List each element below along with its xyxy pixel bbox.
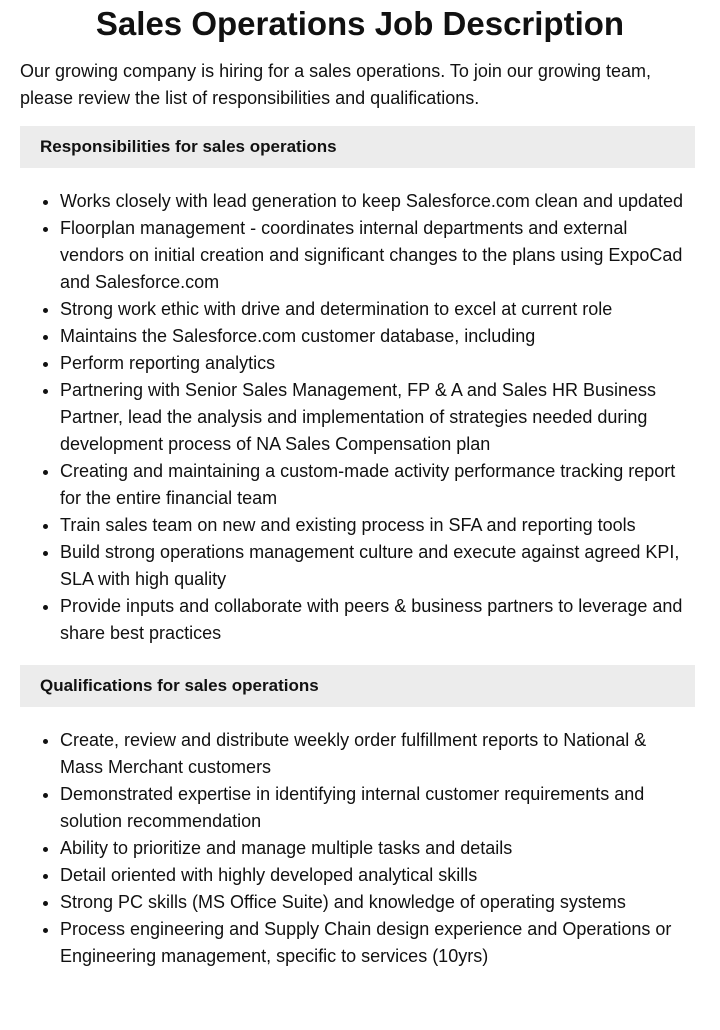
list-item: • Maintains the Salesforce.com customer database, including — [60, 323, 690, 350]
list-item: • Strong work ethic with drive and determination to excel at current role — [60, 296, 690, 323]
list-item: • Works closely with lead generation to keep Salesforce.com clean and updated — [60, 188, 690, 215]
list-item: • Perform reporting analytics — [60, 350, 690, 377]
list-item: • Demonstrated expertise in identifying internal customer requirements and solution recommendation — [60, 781, 690, 835]
list-item: • Strong PC skills (MS Office Suite) and knowledge of operating systems — [60, 889, 690, 916]
qualifications-heading: Qualifications for sales operations — [20, 665, 695, 707]
list-item: • Creating and maintaining a custom-made activity performance tracking report for the entire financial team — [60, 458, 690, 512]
list-item: • Floorplan management - coordinates internal departments and external vendors on initial creation and significant changes to the plans using ExpoCad and Salesforce.com — [60, 215, 690, 296]
responsibilities-list — [20, 188, 690, 647]
list-item: • Detail oriented with highly developed analytical skills — [60, 862, 690, 889]
page-title: Sales Operations Job Description — [95, 5, 625, 42]
list-item: • Partnering with Senior Sales Management, FP & A and Sales HR Business Partner, lead the analysis and implementation of strategies needed during development process of NA Sales Compensation plan — [60, 377, 690, 458]
list-item: • Train sales team on new and existing process in SFA and reporting tools — [60, 512, 690, 539]
intro-text: Our growing company is hiring for a sales operations. To join our growing team, please review the list of responsibilities and qualifications. — [20, 61, 651, 108]
list-item: • Process engineering and Supply Chain design experience and Operations or Engineering management, specific to services (10yrs) — [60, 916, 690, 970]
list-item: • Build strong operations management culture and execute against agreed KPI, SLA with high quality — [60, 539, 690, 593]
qualifications-list — [20, 727, 690, 970]
list-item: • Ability to prioritize and manage multiple tasks and details — [60, 835, 690, 862]
list-item: • Create, review and distribute weekly order fulfillment reports to National & Mass Merchant customers — [60, 727, 690, 781]
responsibilities-heading: Responsibilities for sales operations — [20, 126, 695, 168]
list-item: • Provide inputs and collaborate with peers & business partners to leverage and share best practices — [60, 593, 690, 647]
